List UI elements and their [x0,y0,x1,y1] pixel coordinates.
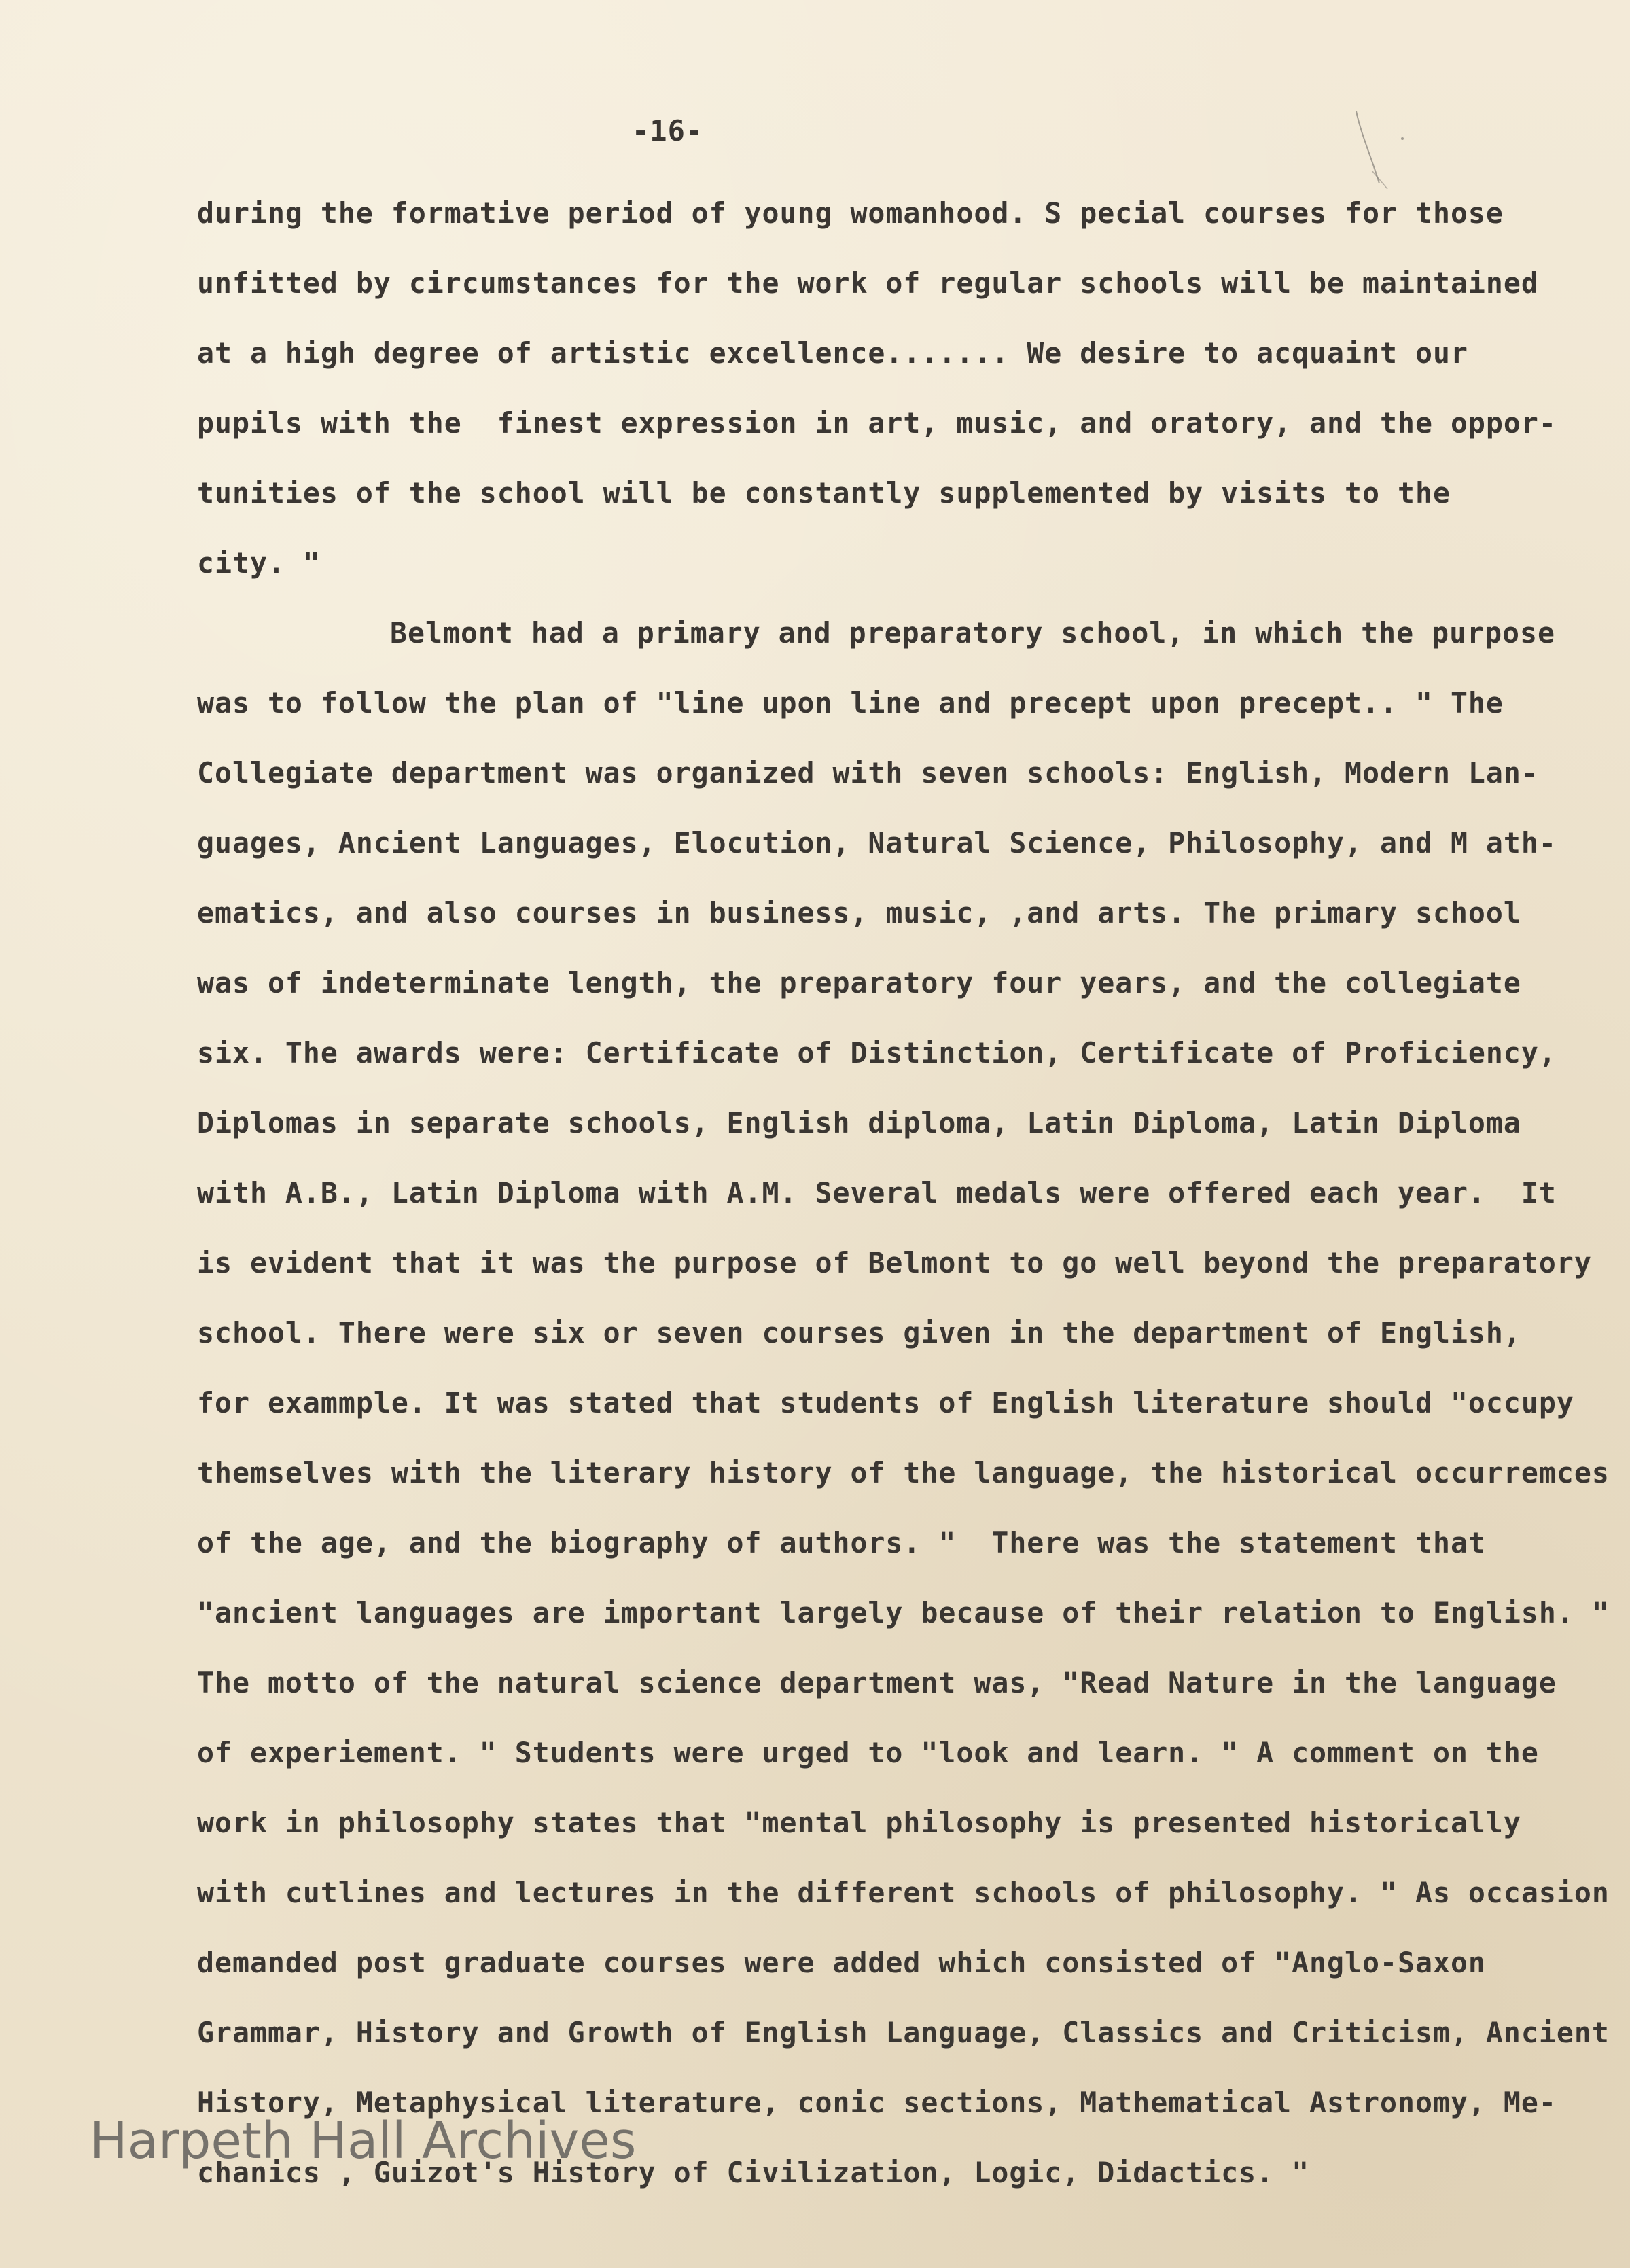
text-line: History, Metaphysical literature, conic sections, Mathematical Astronomy, Me- [197,2086,1557,2119]
text-line: six. The awards were: Certificate of Distinction, Certificate of Proficiency, [197,1036,1557,1069]
text-line: was to follow the plan of "line upon line and precept upon precept.. " The [197,686,1504,720]
text-line: demanded post graduate courses were added which consisted of "Anglo-Saxon [197,1946,1486,1979]
text-line: themselves with the literary history of the language, the historical occurremces [197,1456,1610,1489]
text-line: unfitted by circumstances for the work of regular schools will be maintained [197,266,1539,300]
text-line: school. There were six or seven courses given in the department of English, [197,1316,1521,1349]
text-line: with A.B., Latin Diploma with A.M. Several medals were offered each year. It [197,1176,1557,1209]
text-line: tunities of the school will be constantly supplemented by visits to the [197,476,1451,510]
text-line: pupils with the finest expression in art, music, and oratory, and the oppor- [197,406,1557,440]
text-line: Diplomas in separate schools, English diploma, Latin Diploma, Latin Diploma [197,1106,1521,1139]
text-line: of experiement. " Students were urged to "look and learn. " A comment on the [197,1736,1539,1769]
text-line: for exammple. It was stated that students of English literature should "occupy [197,1386,1574,1419]
text-line: is evident that it was the purpose of Belmont to go well beyond the preparatory [197,1246,1592,1279]
text-line: guages, Ancient Languages, Elocution, Natural Science, Philosophy, and M ath- [197,826,1557,860]
text-line: with cutlines and lectures in the different schools of philosophy. " As occasion [197,1876,1610,1909]
text-line: was of indeterminate length, the preparatory four years, and the collegiate [197,966,1521,999]
text-line: Collegiate department was organized with seven schools: English, Modern Lan- [197,756,1539,790]
text-line: city. " [197,546,321,580]
text-line: ematics, and also courses in business, music, ,and arts. The primary school [197,896,1521,929]
text-line: work in philosophy states that "mental philosophy is presented historically [197,1806,1521,1839]
text-line: chanics , Guizot's History of Civilization, Logic, Didactics. " [197,2156,1310,2189]
typed-body [197,178,1610,2208]
text-line: at a high degree of artistic excellence....... We desire to acquaint our [197,336,1468,370]
page-number: -16- [632,114,704,147]
text-line: of the age, and the biography of authors. " There was the statement that [197,1526,1486,1559]
paragraph-start-line: Belmont had a primary and preparatory school, in which the purpose [390,616,1556,650]
text-line: during the formative period of young womanhood. S pecial courses for those [197,196,1504,230]
archive-watermark: Harpeth Hall Archives [90,2112,637,2170]
text-line: "ancient languages are important largely because of their relation to English. " [197,1596,1610,1629]
text-line: The motto of the natural science department was, "Read Nature in the language [197,1666,1557,1699]
text-line: Grammar, History and Growth of English Language, Classics and Criticism, Ancient [197,2016,1610,2049]
